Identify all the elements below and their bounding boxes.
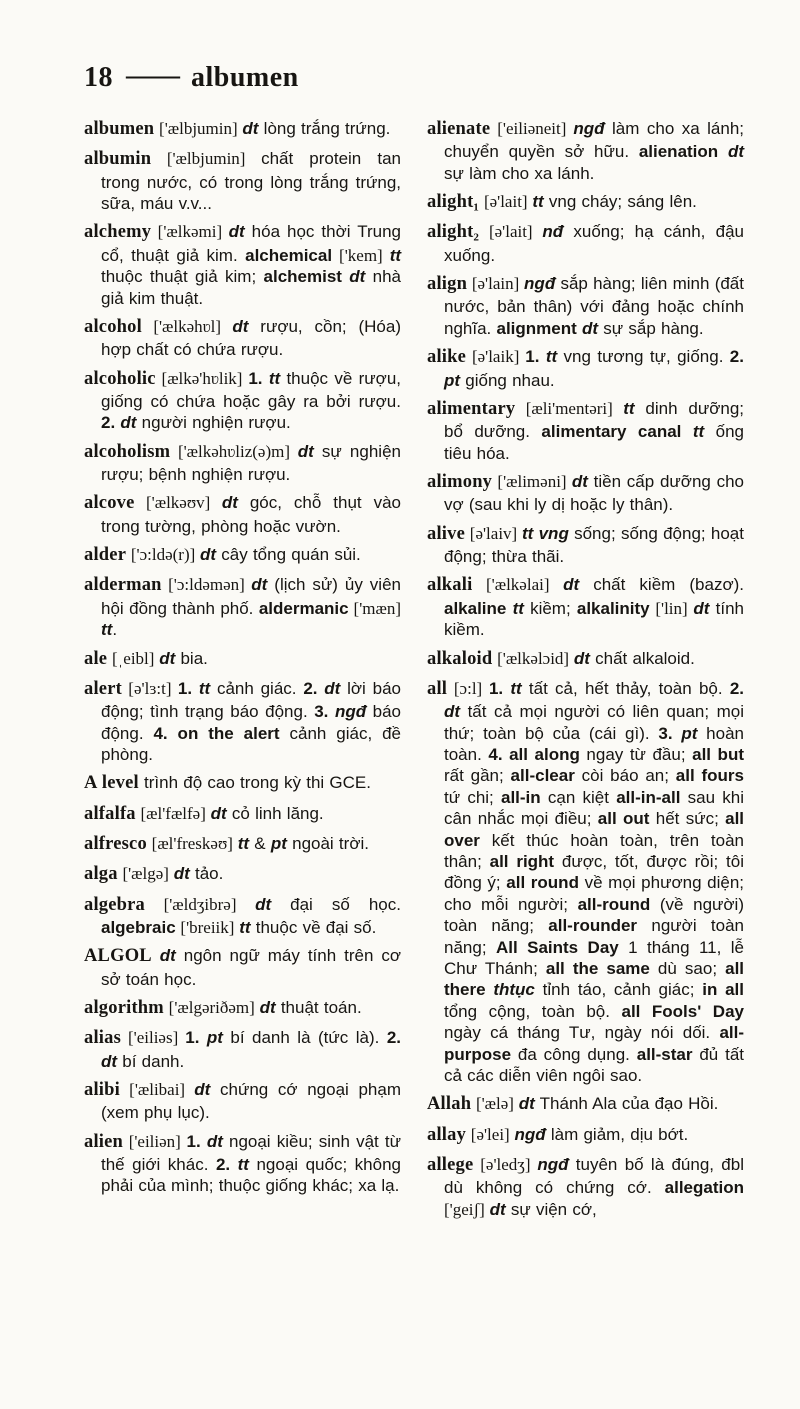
dictionary-entry xyxy=(84,118,401,141)
headword: alimentary xyxy=(427,398,516,419)
dictionary-entry xyxy=(84,678,401,766)
dictionary-entry xyxy=(427,1124,744,1147)
pronunciation: [ˌeibl] xyxy=(107,648,160,668)
pos-label: ngđ xyxy=(334,702,367,722)
headword: alderman xyxy=(84,575,162,596)
sub-headword: alienation xyxy=(638,142,719,162)
definition-text: ngay từ đầu; xyxy=(579,744,693,764)
definition-text: & xyxy=(249,833,271,853)
pronunciation: [æl'freskəʊ] xyxy=(146,833,238,853)
definition-text: lòng trắng trứng. xyxy=(258,119,391,138)
definition-text: người toàn năng; xyxy=(444,916,744,957)
definition-text xyxy=(718,142,728,161)
sub-headword: all over xyxy=(444,809,745,850)
sub-headword: in all xyxy=(702,980,745,1000)
definition-text: chất protein tan trong nước, có trong lòng trắng trứng, sữa, máu v.v... xyxy=(101,149,401,213)
sub-headword: alignment xyxy=(496,318,577,338)
sub-headword: 2. xyxy=(215,1154,238,1174)
pronunciation: ['ælkəhʋl] xyxy=(141,316,233,336)
definition-text: tuyên bố là đúng, đbl dù không có chứng cớ. xyxy=(444,1155,744,1198)
definition-text: sau khi cân nhắc mọi điều; xyxy=(444,787,744,829)
pos-label: pt xyxy=(270,833,287,853)
headword: alcoholic xyxy=(84,368,156,389)
definition-text: tất cả mọi người có liên quan; mọi thứ; toàn bộ của (cái gì). xyxy=(444,702,744,743)
header-dash: —— xyxy=(126,60,178,91)
dictionary-column-left xyxy=(84,118,401,1227)
definition-text: chất kiềm (bazơ). xyxy=(579,575,745,595)
pronunciation: ['ælbjumin] xyxy=(154,119,243,138)
pos-label: dt xyxy=(489,1199,506,1219)
headword: alert xyxy=(84,678,122,699)
sub-headword: alimentary canal xyxy=(541,422,682,442)
dictionary-entry xyxy=(84,772,401,795)
definition-text: tính kiềm. xyxy=(444,598,744,640)
definition-text: rượu, cồn; (Hóa) hợp chất có chứa rượu. xyxy=(101,316,401,360)
pos-label: dt xyxy=(221,493,238,513)
pronunciation: ['ælə] xyxy=(471,1094,519,1114)
dictionary-entry xyxy=(427,273,744,339)
definition-text: làm giảm, dịu bớt. xyxy=(545,1124,689,1144)
definition-text: bí danh. xyxy=(117,1051,185,1071)
headword: alkaloid xyxy=(427,648,493,669)
definition-text: trình độ cao trong kỳ thi GCE. xyxy=(138,773,371,793)
pronunciation: [ə'lait] xyxy=(479,222,543,242)
definition-text: rất gần; xyxy=(444,766,511,786)
headword: all xyxy=(427,678,448,699)
headword: ALGOL xyxy=(84,946,152,967)
definition-text: báo động. xyxy=(101,702,401,743)
pronunciation: ['lin] xyxy=(649,598,694,618)
definition-text: tứ chi; xyxy=(444,787,501,807)
pronunciation: ['ælkəʊv] xyxy=(134,493,222,513)
headword: alcohol xyxy=(84,316,142,337)
sub-headword: 4. all along xyxy=(488,744,580,764)
pos-label: dt xyxy=(727,142,744,162)
sub-headword: algebraic xyxy=(101,917,176,937)
pronunciation: [æl'fælfə] xyxy=(135,803,211,823)
headword: alias xyxy=(84,1028,121,1049)
pos-label: tt xyxy=(510,678,522,698)
definition-text: dinh dưỡng; bổ dưỡng. xyxy=(444,398,744,442)
headword: alive xyxy=(427,523,465,544)
headword: alight₂ xyxy=(427,222,480,243)
pos-label: dt xyxy=(563,575,580,595)
headword: alga xyxy=(84,864,118,885)
definition-text: đại số học. xyxy=(271,894,401,914)
pos-label: tt xyxy=(512,598,524,618)
pos-label: ngđ xyxy=(573,119,605,138)
pos-label: tt xyxy=(532,192,544,212)
pronunciation: [ə'laik] xyxy=(466,347,526,367)
dictionary-entry xyxy=(84,945,401,990)
pronunciation: ['ælgəriðəm] xyxy=(163,997,260,1017)
pos-label: tt xyxy=(623,398,635,418)
pronunciation: ['kem] xyxy=(332,245,390,265)
dictionary-entry xyxy=(427,398,744,464)
pos-label: dt xyxy=(251,575,268,595)
dictionary-entry xyxy=(84,316,401,361)
dictionary-entry xyxy=(84,1027,401,1072)
sub-headword: all-purpose xyxy=(444,1023,744,1064)
definition-text: được, tốt, được rồi; tôi đồng ý; xyxy=(444,851,744,893)
definition-text: người nghiện rượu. xyxy=(136,413,291,433)
pos-label: dt xyxy=(159,648,176,668)
page-number: 18 xyxy=(84,62,113,93)
pronunciation: ['ɔ:ldəmən] xyxy=(161,575,252,595)
headword: alien xyxy=(84,1131,124,1152)
sub-headword: all-round xyxy=(577,894,651,914)
pronunciation: [ə'laiv] xyxy=(465,523,523,543)
definition-text: sự nghiện rượu; bệnh nghiện rượu. xyxy=(101,441,401,485)
definition-text: giống nhau. xyxy=(460,370,555,390)
pos-label: dt xyxy=(324,678,341,698)
pos-label: dt xyxy=(206,1131,223,1151)
dictionary-entry xyxy=(427,523,744,568)
sub-headword: all-star xyxy=(636,1044,693,1064)
pos-label: dt xyxy=(573,648,590,668)
page-header xyxy=(0,0,800,94)
definition-text: kết thúc hoàn toàn, trên toàn thân; xyxy=(444,830,744,871)
dictionary-entry xyxy=(84,997,401,1020)
pos-label: dt xyxy=(571,472,588,492)
dictionary-entry xyxy=(84,833,401,856)
sub-headword: 4. on the alert xyxy=(153,723,280,743)
pos-label: dt xyxy=(693,598,710,618)
definition-text: cảnh giác. xyxy=(210,678,304,698)
definition-text: làm cho xa lánh; chuyển quyền sở hữu. xyxy=(444,119,745,162)
definition-text: chất alkaloid. xyxy=(589,648,695,668)
sub-headword: 2. xyxy=(729,678,744,698)
dictionary-entry xyxy=(427,118,744,184)
pronunciation: ['eiliəneit] xyxy=(490,119,574,138)
sub-headword: 1. xyxy=(177,678,199,698)
dictionary-entry xyxy=(84,1079,401,1124)
definition-text: tảo. xyxy=(189,864,224,884)
dictionary-column-right xyxy=(427,118,744,1227)
definition-text: thuộc thuật giả kim; xyxy=(101,267,264,287)
pronunciation: ['æliməni] xyxy=(492,472,572,492)
pos-label: dt xyxy=(194,1079,211,1099)
sub-headword: alkalinity xyxy=(576,598,650,618)
sub-headword: alchemical xyxy=(245,245,333,265)
pos-label: dt xyxy=(173,864,190,884)
sub-headword: allegation xyxy=(664,1178,744,1198)
definition-text: ống tiêu hóa. xyxy=(444,422,744,463)
pos-label: tt xyxy=(198,678,211,698)
sub-headword: 1. xyxy=(488,678,511,698)
pronunciation: [ə'lei] xyxy=(466,1124,515,1144)
definition-text: về mọi phương diện; cho mỗi người; xyxy=(444,873,744,914)
sub-headword: 1. xyxy=(185,1028,207,1048)
sub-headword: All Saints Day xyxy=(495,937,619,957)
pos-label: ngđ xyxy=(514,1124,546,1144)
pos-label: dt xyxy=(242,119,259,138)
definition-text: ngoại quốc; không phải của mình; thuộc giống khác; xa lạ. xyxy=(101,1154,401,1196)
definition-text: còi báo an; xyxy=(574,766,676,786)
headword: alibi xyxy=(84,1079,120,1100)
definition-text: thuộc về rượu, giống có chứa hoặc gây ra bởi rượu. xyxy=(101,368,401,411)
headword: alimony xyxy=(427,472,493,493)
pos-label: tt xyxy=(101,620,113,640)
pronunciation: [ə'lain] xyxy=(467,274,525,294)
definition-text: chứng cớ ngoại phạm (xem phụ lục). xyxy=(101,1079,401,1123)
headword: alfalfa xyxy=(84,803,136,824)
headword: alfresco xyxy=(84,833,147,854)
headword: alkali xyxy=(427,575,473,596)
pos-label: tt vng xyxy=(522,523,569,543)
headword: ale xyxy=(84,648,108,669)
definition-text: thuật toán. xyxy=(275,997,362,1017)
pos-label: tt xyxy=(237,833,250,853)
pos-label: dt xyxy=(101,1051,118,1071)
definition-text: 1 tháng 11, lễ Chư Thánh; xyxy=(444,937,745,979)
pos-label: dt xyxy=(259,997,276,1017)
definition-text: thuộc về đại số. xyxy=(250,917,377,937)
sub-headword: all-in xyxy=(501,787,541,807)
sub-headword: all there xyxy=(444,959,745,1000)
dictionary-entry xyxy=(427,574,744,640)
definition-text: hết sức; xyxy=(649,809,726,829)
sub-headword: 2. xyxy=(729,347,744,367)
pos-label: tt xyxy=(239,917,251,937)
definition-text: cây tổng quán sủi. xyxy=(216,545,361,565)
pronunciation: ['ælbjumin] xyxy=(151,149,262,169)
pos-label: dt xyxy=(159,946,176,966)
definition-text: hóa học thời Trung cổ, thuật giả kim. xyxy=(101,222,401,265)
pronunciation: ['breiik] xyxy=(175,917,240,937)
pos-label: dt xyxy=(210,803,227,823)
pos-label: tt xyxy=(237,1154,249,1174)
pronunciation: ['eiliəs] xyxy=(120,1028,186,1048)
dictionary-entry xyxy=(84,492,401,537)
definition-text: sự sắp hàng. xyxy=(598,318,704,338)
headword: alcove xyxy=(84,493,135,514)
pos-label: pt xyxy=(206,1028,223,1048)
definition-text: nhà giả kim thuật. xyxy=(101,267,402,308)
definition-text: (lịch sử) ủy viên hội đồng thành phố. xyxy=(101,575,401,618)
dictionary-entry xyxy=(427,678,744,1087)
pronunciation: [ə'lɜ:t] xyxy=(121,678,178,698)
sub-headword: all-rounder xyxy=(548,916,638,936)
dictionary-entry xyxy=(84,148,401,214)
headword: allege xyxy=(427,1155,474,1176)
sub-headword: 1. xyxy=(248,368,269,388)
pos-label: tt xyxy=(692,422,705,442)
definition-text: ngoài trời. xyxy=(286,833,369,853)
pronunciation: ['ælkəmi] xyxy=(151,222,229,242)
sub-headword: 1. xyxy=(525,347,546,367)
pronunciation: ['ælibai] xyxy=(119,1079,195,1099)
definition-text: dù sao; xyxy=(649,959,726,979)
pos-label: nđ xyxy=(542,222,564,242)
sub-headword: all-in-all xyxy=(616,787,681,807)
definition-text: kiềm; xyxy=(523,598,577,618)
pronunciation: ['ɔ:ldə(r)] xyxy=(126,545,201,565)
definition-text: sống; sống động; hoạt động; thừa thãi. xyxy=(444,523,744,567)
pronunciation: ['mæn] xyxy=(348,598,401,618)
definition-text: tổng cộng, toàn bộ. xyxy=(444,1001,622,1021)
headword: Allah xyxy=(427,1094,472,1115)
pos-label: dt xyxy=(582,318,599,338)
dictionary-entry xyxy=(84,441,401,486)
dictionary-entry xyxy=(427,1093,744,1116)
definition-text: sắp hàng; liên minh (đất nước, bản thân) với đảng hoặc chính nghĩa. xyxy=(444,274,744,338)
headword: algorithm xyxy=(84,997,164,1018)
headword: alchemy xyxy=(84,222,152,243)
sub-headword: alkaline xyxy=(444,598,507,618)
definition-text: vng cháy; sáng lên. xyxy=(543,192,697,212)
definition-text: vng tương tự, giống. xyxy=(557,347,730,367)
definition-text: Thánh Ala của đạo Hồi. xyxy=(534,1094,719,1114)
pos-label: dt xyxy=(200,545,217,565)
pos-label: dt xyxy=(255,894,272,914)
definition-text: cỏ linh lăng. xyxy=(226,803,324,823)
pronunciation: ['ælkəlai] xyxy=(472,575,564,595)
definition-text: ngày cá tháng Tư, ngày nói dối. xyxy=(444,1023,720,1043)
definition-text: tiền cấp dưỡng cho vợ (sau khi ly dị hoặc ly thân). xyxy=(444,472,745,515)
dictionary-entry xyxy=(427,346,744,391)
pronunciation: ['ælkəhʋliz(ə)m] xyxy=(170,441,298,461)
sub-headword: all right xyxy=(489,851,555,871)
sub-headword: all but xyxy=(692,744,744,764)
dictionary-entry xyxy=(427,648,744,671)
headword: alienate xyxy=(427,119,491,139)
guide-word: albumen xyxy=(191,62,299,93)
dictionary-entry xyxy=(84,1131,401,1197)
sub-headword: 2. xyxy=(303,678,325,698)
definition-text: sự viện cớ, xyxy=(505,1199,597,1219)
headword: alder xyxy=(84,545,127,566)
headword: alike xyxy=(427,347,467,368)
pos-label: ngđ xyxy=(537,1155,569,1175)
dictionary-entry xyxy=(427,471,744,516)
headword: albumin xyxy=(84,149,152,170)
pos-label: thtục xyxy=(493,980,535,1000)
definition-text: bí danh là (tức là). xyxy=(222,1028,387,1048)
pronunciation: ['ælgə] xyxy=(117,864,174,884)
definition-text: sự làm cho xa lánh. xyxy=(444,163,595,183)
pos-label: tt xyxy=(545,347,558,367)
headword: allay xyxy=(427,1124,467,1145)
pronunciation: [ælkə'hʋlik] xyxy=(155,368,249,388)
definition-text: . xyxy=(112,620,118,640)
definition-text: (về người) toàn năng; xyxy=(444,894,744,936)
dictionary-entry xyxy=(84,544,401,567)
definition-text: ngoại kiều; sinh vật từ thế giới khác. xyxy=(101,1131,401,1174)
sub-headword: 3. xyxy=(658,723,682,743)
headword: algebra xyxy=(84,894,146,915)
definition-text: đa công dụng. xyxy=(511,1044,637,1064)
sub-headword: all the same xyxy=(545,959,650,979)
definition-text: tất cả, hết thảy, toàn bộ. xyxy=(521,678,730,698)
pronunciation: ['eiliən] xyxy=(123,1131,187,1151)
dictionary-entry xyxy=(84,368,401,434)
pos-label: dt xyxy=(518,1094,535,1114)
definition-text: xuống; hạ cánh, đậu xuống. xyxy=(444,222,744,265)
dictionary-entry xyxy=(84,803,401,826)
pronunciation: ['geiʃ] xyxy=(444,1199,490,1219)
definition-text: cảnh giác, đề phòng. xyxy=(101,723,402,764)
pos-label: dt xyxy=(297,441,314,461)
headword: A level xyxy=(84,773,139,794)
dictionary-entry xyxy=(84,574,401,640)
pronunciation: ['ælkəlɔid] xyxy=(492,648,574,668)
pos-label: pt xyxy=(681,723,698,743)
dictionary-entry xyxy=(427,221,744,266)
pronunciation: ['ældʒibrə] xyxy=(145,894,256,914)
definition-text xyxy=(681,422,692,441)
pronunciation: [ə'lait] xyxy=(479,192,533,212)
headword: albumen xyxy=(84,119,155,139)
pronunciation: [ə'ledʒ] xyxy=(473,1155,538,1175)
dictionary-entry xyxy=(84,894,401,939)
pos-label: pt xyxy=(444,370,461,390)
headword: alcoholism xyxy=(84,441,171,462)
sub-headword: all-clear xyxy=(510,766,575,786)
pos-label: ngđ xyxy=(524,274,556,294)
sub-headword: 1. xyxy=(186,1131,207,1151)
sub-headword: aldermanic xyxy=(258,598,349,618)
definition-text: hoàn toàn. xyxy=(444,723,744,764)
pos-label: dt xyxy=(349,267,366,287)
pronunciation: [æli'mentəri] xyxy=(515,398,624,418)
sub-headword: 3. xyxy=(314,702,335,722)
definition-text: lời báo động; tình trạng báo động. xyxy=(101,678,401,722)
definition-text: tỉnh táo, cảnh giác; xyxy=(534,980,703,1000)
headword: alight₁ xyxy=(427,192,480,213)
pos-label: tt xyxy=(268,368,281,388)
definition-text: bia. xyxy=(175,648,208,668)
sub-headword: 2. xyxy=(386,1028,401,1048)
pos-label: tt xyxy=(389,245,402,265)
definition-text: ngôn ngữ máy tính trên cơ sở toán học. xyxy=(101,946,401,989)
pos-label: dt xyxy=(232,316,249,336)
sub-headword: all out xyxy=(597,809,650,829)
pos-label: dt xyxy=(444,702,461,722)
definition-text: góc, chỗ thụt vào trong tường, phòng hoặc vườn. xyxy=(101,493,401,536)
sub-headword: all round xyxy=(506,873,579,893)
definition-text xyxy=(152,946,160,965)
dictionary-entry xyxy=(427,1154,744,1220)
dictionary-entry xyxy=(427,191,744,214)
pos-label: dt xyxy=(120,413,137,433)
definition-text: cạn kiệt xyxy=(540,787,617,807)
sub-headword: all fours xyxy=(675,766,744,786)
sub-headword: alchemist xyxy=(263,267,342,287)
two-column-text xyxy=(0,94,800,1227)
dictionary-entry xyxy=(84,221,401,309)
definition-text: đủ tất cả các diễn viên ngôi sao. xyxy=(444,1044,744,1086)
dictionary-entry xyxy=(84,648,401,671)
dictionary-entry xyxy=(84,863,401,886)
sub-headword: all Fools' Day xyxy=(621,1001,744,1021)
pronunciation: [ɔ:l] xyxy=(447,678,489,698)
headword: align xyxy=(427,274,468,295)
sub-headword: 2. xyxy=(101,413,121,433)
pos-label: dt xyxy=(228,222,245,242)
